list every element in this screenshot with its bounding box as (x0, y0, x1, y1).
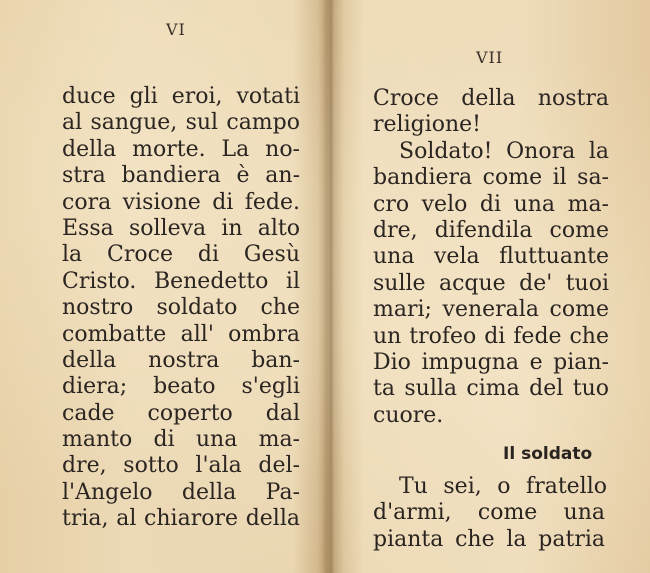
text-line: Cristo. Benedetto il (62, 268, 300, 294)
text-line: tria, al chiarore della (62, 506, 300, 532)
text-line: Dio impugna e pian- (373, 349, 609, 375)
text-line: cro velo di una ma- (373, 191, 609, 217)
text-line: d'armi, come una (373, 500, 605, 526)
text-line: cora visione di fede. (62, 189, 300, 215)
text-line: al sangue, sul campo (62, 110, 300, 136)
text-line: dre, sotto l'ala del- (62, 453, 300, 479)
page-number-right: VII (476, 48, 504, 67)
text-line: la Croce di Gesù (62, 242, 300, 268)
text-line: ta sulla cima del tuo (373, 376, 609, 402)
text-line: cade coperto dal (62, 400, 300, 426)
section-heading: Il soldato (503, 444, 593, 464)
text-line: Essa solleva in alto (62, 215, 300, 241)
text-line: l'Angelo della Pa- (62, 479, 300, 505)
text-line: bandiera come il sa- (373, 165, 609, 191)
page-number-left: VI (166, 20, 186, 39)
text-line: sulle acque de' tuoi (373, 270, 609, 296)
text-line: combatte all' ombra (62, 321, 300, 347)
text-line: Tu sei, o fratello (399, 474, 607, 499)
text-line: dre, difendila come (373, 217, 609, 243)
text-line: nostro soldato che (62, 295, 300, 321)
text-line: pianta che la patria (373, 526, 605, 552)
text-line: Croce della nostra (373, 86, 609, 111)
right-page-text (373, 86, 645, 429)
section-text (373, 474, 605, 553)
text-line: diera; beato s'egli (62, 374, 300, 400)
text-line: cuore. (373, 402, 444, 428)
text-line: un trofeo di fede che (373, 323, 609, 349)
text-line: della nostra ban- (62, 347, 300, 373)
text-line: Soldato! Onora la (399, 138, 609, 164)
left-page-text (62, 84, 300, 533)
text-line: duce gli eroi, votati (62, 84, 300, 109)
text-line: manto di una ma- (62, 427, 300, 453)
text-line: della morte. La no- (62, 136, 300, 162)
text-line: una vela fluttuante (373, 244, 609, 270)
text-line: mari; venerala come (373, 297, 609, 323)
text-line: stra bandiera è an- (62, 163, 300, 189)
text-line: religione! (373, 112, 482, 138)
